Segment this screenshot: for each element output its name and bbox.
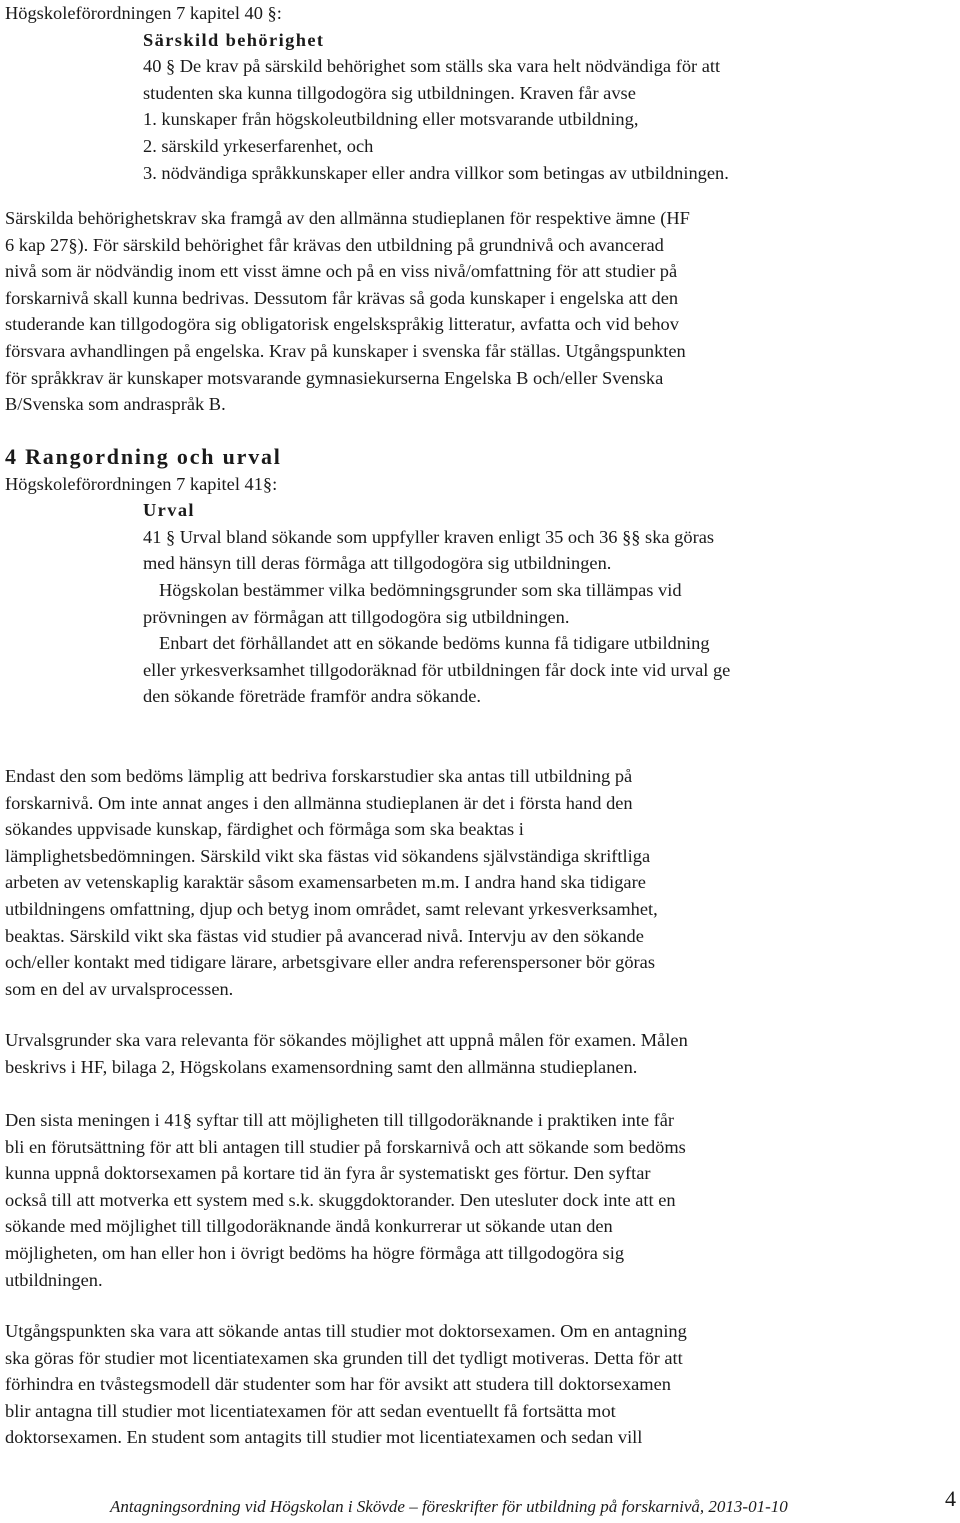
- footer-text: Antagningsordning vid Högskolan i Skövde – föreskrifter för utbildning på forskarnivå, 2013-01-10: [110, 1497, 788, 1516]
- paragraph-line: ska göras för studier mot licentiatexamen ska grunden till det tydligt motiveras. Detta för att: [5, 1347, 683, 1368]
- paragraph-line: Utgångspunkten ska vara att sökande antas till studier mot doktorsexamen. Om en antagning: [5, 1321, 687, 1341]
- paragraph-line: försvara avhandlingen på engelska. Krav på kunskaper i svenska får ställas. Utgångspunkten: [5, 340, 686, 361]
- paragraph-last-sentence: [5, 1107, 686, 1293]
- paragraph-eligibility-requirements: [5, 205, 690, 418]
- paragraph-line: Endast den som bedöms lämplig att bedriva forskarstudier ska antas till utbildning på: [5, 766, 633, 786]
- paragraph-line: bli en förutsättning för att bli antagen till studier på forskarnivå och att sökande som bedöms: [5, 1136, 686, 1157]
- paragraph-line: studerande kan tillgodogöra sig obligatorisk engelskspråkig litteratur, avfatta och vid behov: [5, 314, 679, 335]
- statute-text-line: med hänsyn till deras förmåga att tillgodogöra sig utbildningen.: [143, 553, 612, 574]
- paragraph-line: Särskilda behörighetskrav ska framgå av den allmänna studieplanen för respektive ämne (HF: [5, 208, 690, 228]
- paragraph-line: beaktas. Särskild vikt ska fästas vid studier på avancerad nivå. Intervju av den sökande: [5, 925, 644, 946]
- paragraph-line: forskarnivå skall kunna bedrivas. Dessutom får krävas så goda kunskaper i engelska att den: [5, 287, 679, 308]
- paragraph-line: beskrivs i HF, bilaga 2, Högskolans examensordning samt den allmänna studieplanen.: [5, 1056, 638, 1077]
- paragraph-line: också till att motverka ett system med s.k. skuggdoktorander. Den utesluter dock inte att en: [5, 1189, 676, 1210]
- statute-text-line: 41 § Urval bland sökande som uppfyller kraven enligt 35 och 36 §§ ska göras: [143, 526, 715, 547]
- section-heading: 4 Rangordning och urval: [5, 444, 282, 469]
- statute-text-line: studenten ska kunna tillgodogöra sig utbildningen. Kraven får avse: [143, 82, 636, 103]
- paragraph-line: forskarnivå. Om inte annat anges i den allmänna studieplanen är det i första hand den: [5, 792, 633, 813]
- statute-reference: Högskoleförordningen 7 kapitel 40 §:: [5, 3, 282, 23]
- paragraph-line: arbeten av vetenskaplig karaktär såsom examensarbeten m.m. I andra hand ska tidigare: [5, 872, 646, 893]
- statute-text-line: prövningen av förmågan att tillgodogöra sig utbildningen.: [143, 606, 570, 627]
- statute-list-item: 1. kunskaper från högskoleutbildning eller motsvarande utbildning,: [143, 109, 639, 130]
- paragraph-line: sökande med möjlighet till tillgodoräknande ändå konkurrerar ut sökande utan den: [5, 1216, 613, 1237]
- statute-text-line: Enbart det förhållandet att en sökande bedöms kunna få tidigare utbildning: [159, 633, 710, 654]
- paragraph-line: förhindra en tvåstegsmodell där studenter som har för avsikt att studera till doktorsexamen: [5, 1374, 671, 1395]
- paragraph-line: kunna uppnå doktorsexamen på kortare tid än fyra år systematiskt ges förtur. Den syftar: [5, 1163, 651, 1184]
- paragraph-line: nivå som är nödvändig inom ett visst ämne och på en viss nivå/omfattning för att studier på: [5, 261, 678, 282]
- page-footer: [110, 1486, 956, 1521]
- paragraph-line: Urvalsgrunder ska vara relevanta för sökandes möjlighet att uppnå målen för examen. Målen: [5, 1030, 688, 1050]
- statute-text-line: den sökande företräde framför andra sökande.: [143, 686, 482, 707]
- paragraph-line: blir antagna till studier mot licentiatexamen för att sedan eventuellt få fortsätta mot: [5, 1400, 616, 1421]
- paragraph-line: utbildningens omfattning, djup och betyg inom området, samt relevant yrkesverksamhet,: [5, 898, 658, 919]
- paragraph-line: och/eller kontakt med tidigare lärare, arbetsgivare eller andra referenspersoner bör göras: [5, 952, 655, 973]
- statute-subtitle: Urval: [143, 500, 195, 521]
- paragraph-line: sökandes uppvisade kunskap, färdighet och förmåga som ska beaktas i: [5, 819, 524, 840]
- statute-text-line: 40 § De krav på särskild behörighet som ställs ska vara helt nödvändiga för att: [143, 56, 721, 77]
- statute-text-line: Högskolan bestämmer vilka bedömningsgrunder som ska tillämpas vid: [159, 579, 682, 600]
- paragraph-line: Den sista meningen i 41§ syftar till att möjligheten till tillgodoräknande i praktiken inte får: [5, 1110, 675, 1130]
- statute-list-item: 2. särskild yrkeserfarenhet, och: [143, 135, 374, 156]
- paragraph-line: möjligheten, om han eller hon i övrigt bedöms ha högre förmåga att tillgodogöra sig: [5, 1242, 625, 1263]
- paragraph-starting-point: [5, 1318, 687, 1451]
- statute-subtitle: Särskild behörighet: [143, 29, 325, 50]
- paragraph-line: som en del av urvalsprocessen.: [5, 978, 234, 999]
- statute-text-line: eller yrkesverksamhet tillgodoräknad för utbildningen får dock inte vid urval ge: [143, 659, 731, 680]
- paragraph-line: 6 kap 27§). För särskild behörighet får krävas den utbildning på grundnivå och avancerad: [5, 234, 664, 255]
- statute-list-item: 3. nödvändiga språkkunskaper eller andra villkor som betingas av utbildningen.: [143, 162, 729, 183]
- section-special-eligibility: [5, 0, 729, 186]
- paragraph-line: doktorsexamen. En student som antagits till studier mot licentiatexamen och sedan vill: [5, 1427, 643, 1448]
- paragraph-suitability: [5, 763, 658, 1002]
- paragraph-line: B/Svenska som andraspråk B.: [5, 394, 226, 415]
- paragraph-line: lämplighetsbedömningen. Särskild vikt ska fästas vid sökandens självständiga skriftliga: [5, 845, 651, 866]
- paragraph-line: utbildningen.: [5, 1269, 103, 1290]
- page-number: 4: [945, 1486, 956, 1511]
- paragraph-line: för språkkrav är kunskaper motsvarande gymnasiekurserna Engelska B och/eller Svenska: [5, 367, 664, 388]
- paragraph-selection-criteria: [5, 1027, 688, 1080]
- section-ranking-selection: [5, 444, 730, 710]
- statute-reference: Högskoleförordningen 7 kapitel 41§:: [5, 473, 278, 494]
